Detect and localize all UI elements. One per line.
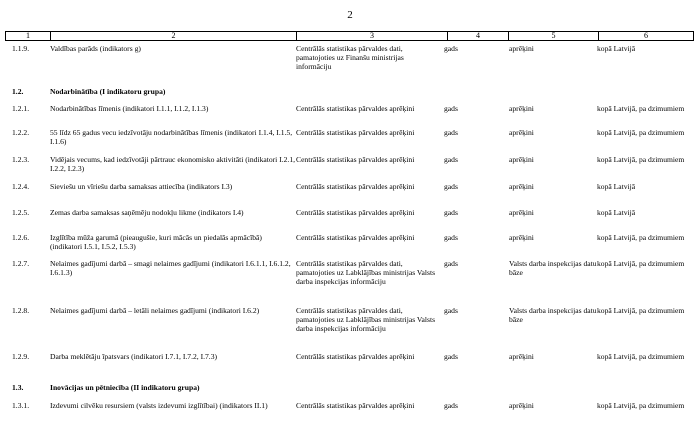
data-source: Centrālās statistikas pārvaldes dati, pamatojoties uz Labklājības ministrijas Valsts darba inspekcijas informāciju xyxy=(296,306,436,333)
data-source: Centrālās statistikas pārvaldes aprēķini xyxy=(296,155,415,164)
indicator-name: Izglītība mūža garumā (pieaugušie, kuri mācās un piedalās apmācībā) (indikatori I.5.1, I.5.2, I.5.3) xyxy=(50,233,262,251)
row-number: 1.2.2. xyxy=(12,128,30,137)
period: gads xyxy=(444,352,458,361)
coverage: kopā Latvijā xyxy=(597,182,636,191)
section-title: Nodarbinātība (I indikatoru grupa) xyxy=(50,87,166,96)
section-title: Inovācijas un pētniecība (II indikatoru grupa) xyxy=(50,383,200,392)
row-number: 1.2.5. xyxy=(12,208,30,217)
data-source: Centrālās statistikas pārvaldes dati, pamatojoties uz Labklājības ministrijas Valsts darba inspekcijas informāciju xyxy=(296,259,436,286)
method: aprēķini xyxy=(509,44,534,53)
table-header xyxy=(5,31,694,41)
row-number: 1.2.1. xyxy=(12,104,30,113)
period: gads xyxy=(444,306,458,315)
method: Valsts darba inspekcijas datu bāze xyxy=(509,259,597,277)
coverage: kopā Latvijā, pa dzimumiem xyxy=(597,233,685,242)
period: gads xyxy=(444,401,458,410)
period: gads xyxy=(444,233,458,242)
coverage: kopā Latvijā, pa dzimumiem xyxy=(597,401,685,410)
indicator-name: 55 līdz 65 gadus vecu iedzīvotāju nodarbinātības līmenis (indikatori I.1.4, I.1.5, I.1.6) xyxy=(50,128,293,146)
period: gads xyxy=(444,44,458,53)
section-number: 1.3. xyxy=(12,383,24,392)
row-number: 1.2.3. xyxy=(12,155,30,164)
method: aprēķini xyxy=(509,208,534,217)
data-source: Centrālās statistikas pārvaldes aprēķini xyxy=(296,128,415,137)
method: Valsts darba inspekcijas datu bāze xyxy=(509,306,597,324)
indicator-name: Zemas darba samaksas saņēmēju nodokļu likme (indikators I.4) xyxy=(50,208,244,217)
row-number: 1.2.4. xyxy=(12,182,30,191)
data-source: Centrālās statistikas pārvaldes aprēķini xyxy=(296,352,415,361)
coverage: kopā Latvijā, pa dzimumiem xyxy=(597,128,685,137)
period: gads xyxy=(444,128,458,137)
row-number: 1.2.6. xyxy=(12,233,30,242)
row-number: 1.1.9. xyxy=(12,44,30,53)
coverage: kopā Latvijā, pa dzimumiem xyxy=(597,155,685,164)
data-source: Centrālās statistikas pārvaldes aprēķini xyxy=(296,401,415,410)
method: aprēķini xyxy=(509,233,534,242)
indicator-name: Darba meklētāju īpatsvars (indikatori I.7.1, I.7.2, I.7.3) xyxy=(50,352,218,361)
method: aprēķini xyxy=(509,352,534,361)
coverage: kopā Latvijā, pa dzimumiem xyxy=(597,352,685,361)
indicator-name: Valdības parāds (indikators g) xyxy=(50,44,141,53)
header-col-6: 6 xyxy=(644,31,648,40)
indicator-name: Sieviešu un vīriešu darba samaksas attiecība (indikators I.3) xyxy=(50,182,233,191)
method: aprēķini xyxy=(509,182,534,191)
indicator-name: Nelaimes gadījumi darbā – letāli nelaimes gadījumi (indikatori I.6.2) xyxy=(50,306,260,315)
section-number: 1.2. xyxy=(12,87,24,96)
data-source: Centrālās statistikas pārvaldes aprēķini xyxy=(296,104,415,113)
method: aprēķini xyxy=(509,128,534,137)
period: gads xyxy=(444,182,458,191)
method: aprēķini xyxy=(509,155,534,164)
header-col-4: 4 xyxy=(476,31,480,40)
period: gads xyxy=(444,104,458,113)
coverage: kopā Latvijā xyxy=(597,44,636,53)
method: aprēķini xyxy=(509,104,534,113)
row-number: 1.2.9. xyxy=(12,352,30,361)
coverage: kopā Latvijā xyxy=(597,208,636,217)
data-source: Centrālās statistikas pārvaldes aprēķini xyxy=(296,182,415,191)
coverage: kopā Latvijā, pa dzimumiem xyxy=(597,104,685,113)
data-source: Centrālās statistikas pārvaldes aprēķini xyxy=(296,233,415,242)
row-number: 1.2.7. xyxy=(12,259,30,268)
page-number: 2 xyxy=(347,9,353,21)
indicator-name: Nodarbinātības līmenis (indikatori I.1.1, I.1.2, I.1.3) xyxy=(50,104,209,113)
data-source: Centrālās statistikas pārvaldes aprēķini xyxy=(296,208,415,217)
indicator-name: Izdevumi cilvēku resursiem (valsts izdevumi izglītībai) (indikators II.1) xyxy=(50,401,268,410)
row-number: 1.3.1. xyxy=(12,401,30,410)
indicator-name: Nelaimes gadījumi darbā – smagi nelaimes gadījumi (indikatori I.6.1.1, I.6.1.2, I.6.1.3) xyxy=(50,259,291,277)
period: gads xyxy=(444,155,458,164)
data-source: Centrālās statistikas pārvaldes dati, pamatojoties uz Finanšu ministrijas informāciju xyxy=(296,44,404,71)
coverage: kopā Latvijā, pa dzimumiem xyxy=(597,259,685,268)
indicator-name: Vidējais vecums, kad iedzīvotāji pārtrauc ekonomisko aktivitāti (indikatori I.2.1, I.2.2, I.2.3) xyxy=(50,155,296,173)
header-col-2: 2 xyxy=(171,31,176,40)
header-col-5: 5 xyxy=(551,31,556,40)
period: gads xyxy=(444,259,458,268)
row-number: 1.2.8. xyxy=(12,306,30,315)
method: aprēķini xyxy=(509,401,534,410)
header-col-1: 1 xyxy=(26,31,30,40)
header-col-3: 3 xyxy=(370,31,374,40)
period: gads xyxy=(444,208,458,217)
coverage: kopā Latvijā, pa dzimumiem xyxy=(597,306,685,315)
